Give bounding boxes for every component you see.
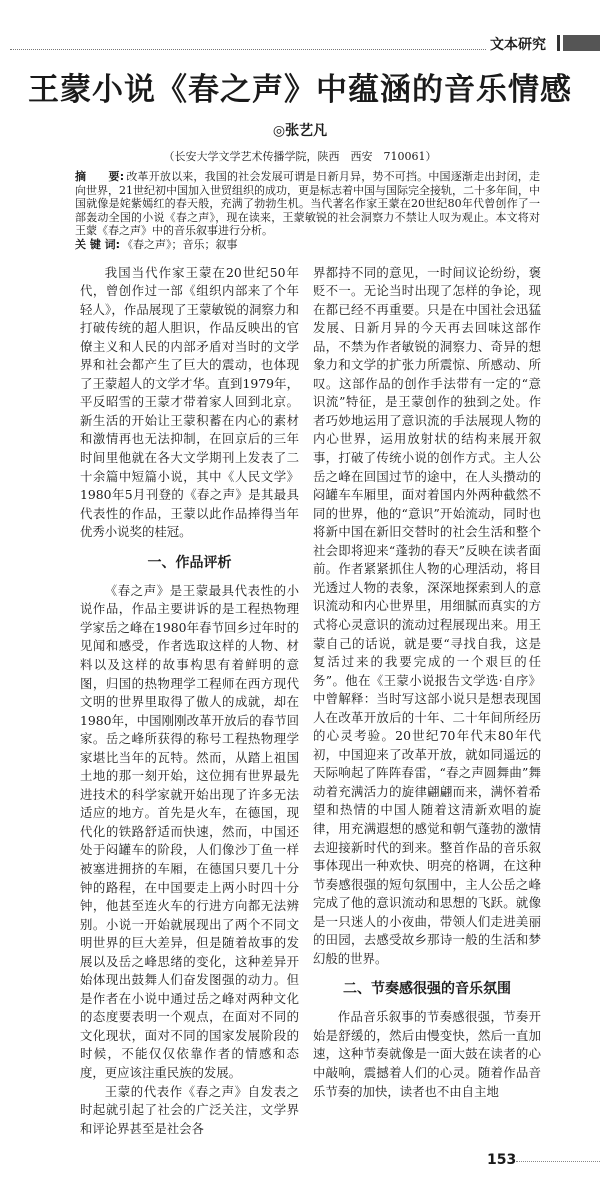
abstract	[75, 170, 540, 252]
abstract-text: 改革开放以来，我国的社会发展可谓是日新月异，势不可挡。中国逐渐走出封闭，走向世界，21世纪初中国加入世贸组织的成功，更是标志着中国与国际完全接轨，二十多年间，中国就像是姹紫嫣红的春天般，充满了勃勃生机。当代著名作家王蒙在20世纪80年代曾创作了一部轰动全国的小说《春之声》，现在读来，王蒙敏锐的社会洞察力不禁让人叹为观止。本文将对王蒙《春之声》中的音乐叙事进行分析。	[75, 170, 540, 238]
left-column	[80, 264, 299, 1139]
article-title: 王蒙小说《春之声》中蕴涵的音乐情感	[28, 72, 572, 108]
page-number: 153	[487, 1152, 517, 1169]
section-heading-1: 一、作品评析	[147, 554, 232, 571]
affiliation: （长安大学文学艺术传播学院，陕西 西安 710061）	[163, 150, 437, 163]
running-header	[0, 0, 600, 56]
author: ◎张艺凡	[272, 123, 328, 139]
header-rule	[10, 49, 486, 50]
section1-paragraph-2-start: 王蒙的代表作《春之声》自发表之时起就引起了社会的广泛关注，文学界和评论界甚至是社会各	[80, 1083, 299, 1136]
body-columns	[80, 264, 600, 1139]
abstract-label: 摘 要:	[75, 170, 125, 183]
keywords	[75, 238, 540, 252]
right-column	[313, 264, 541, 1102]
intro-paragraph: 我国当代作家王蒙在20世纪50年代，曾创作过一部《组织内部来了个年轻人》，作品展现了王蒙敏锐的洞察力和打破传统的超人胆识，作品反映出的官僚主义和人民的内部矛盾对当时的文学界和社会都产生了巨大的震动，也体现了王蒙超人的文学才华。直到1979年，平反昭雪的王蒙才带着家人回到北京。新生活的开始让王蒙积蓄在内心的素材和激情再也无法抑制，在回京后的三年时间里他就在各大文学期刊上发表了二十余篇中短篇小说，其中《人民文学》1980年5月刊登的《春之声》是其最具代表性的作品，王蒙以此作品捧得当年优秀小说奖的桂冠。	[80, 264, 299, 540]
section-label: 文本研究	[490, 37, 546, 53]
header-bar-decoration	[557, 35, 560, 51]
section1-paragraph: 《春之声》是王蒙最具代表性的小说作品，作品主要讲诉的是工程热物理学家岳之峰在1980年春节回乡过年时的见闻和感受，作者选取这样的人物、材料以及这样的故事构思有着鲜明的意图，归国的热物理学工程师在西方现代文明的世界里取得了傲人的成就，却在1980年，中国刚刚改革开放后的春节回家。岳之峰所获得的称号工程热物理学家堪比当年的瓦特。然而，从踏上祖国土地的那一刻开始，这位拥有世界最先进技术的科学家就开始出现了许多无法适应的地方。首先是火车，在德国，现代化的铁路舒适而快速，然而，中国还处于闷罐车的阶段，人们像沙丁鱼一样被塞进拥挤的车厢，在德国只要几十分钟的路程，在中国要走上两小时四十分钟，他甚至连火车的行进方向都无法辨别。小说一开始就展现出了两个不同文明世界的巨大差异，但是随着故事的发展以及岳之峰思绪的变化，这种差异开始体现出鼓舞人们奋发图强的动力。但是作者在小说中通过岳之峰对两种文化的态度要表明一个观点，在面对不同的文化现状，面对不同的国家发展阶段的时候，不能仅仅依靠作者的情感和态度，更应该注重民族的发展。	[80, 582, 299, 1080]
section1-paragraph-2-continued: 界都持不同的意见，一时间议论纷纷，褒贬不一。无论当时出现了怎样的争论，现在都已经不再重要。只是在中国社会迅猛发展、日新月异的今天再去回味这部作品，不禁为作者敏锐的洞察力、奇异的想象力和文学的扩张力所震惊、所感动、所叹。这部作品的创作手法带有一定的“意识流”特征，是王蒙创作的独到之处。作者巧妙地运用了意识流的手法展现人物的内心世界，运用放射状的结构来展开叙事，打破了传统小说的创作方式。主人公岳之峰在回国过节的途中，在人头攒动的闷罐车车厢里，面对着国内外两种截然不同的世界，他的“意识”开始流动，同时也将新中国在新旧交替时的社会生活和整个社会即将迎来“蓬勃的春天”反映在读者面前。作者紧紧抓住人物的心理活动，将目光透过人物的表象，深深地探索到人的意识流动和内心世界里，用细腻而真实的方式将心灵意识的流动过程展现出来。用王蒙自己的话说，就是要“寻找自我，这是复活过来的我要完成的一个艰巨的任务”。他在《王蒙小说报告文学选·自序》中曾解释：当时写这部小说只是想表现国人在改革开放后的十年、二十年间所经历的心灵考验。20世纪70年代末80年代初，中国迎来了改革开放，就如同遥远的天际响起了阵阵春雷，“春之声圆舞曲”舞动着充满活力的旋律翩翩而来，满怀着希望和热情的中国人随着这清新欢唱的旋律，用充满遐想的感觉和朝气蓬勃的激情去迎接新时代的到来。整首作品的音乐叙事体现出一种欢快、明亮的格调，在这种节奏感很强的短句氛围中，主人公岳之峰完成了他的意识流动和思想的飞跃。就像是一只迷人的小夜曲，带领人们走进美丽的田园，去感受故乡那诗一般的生活和梦幻般的世界。	[313, 264, 541, 966]
abstract-body	[75, 170, 540, 238]
page-footer	[0, 1148, 600, 1178]
header-block-decoration	[563, 35, 600, 51]
section-heading-2: 二、节奏感很强的音乐氛围	[343, 981, 511, 998]
keywords-text: 《春之声》；音乐；叙事	[122, 237, 238, 251]
section2-paragraph: 作品音乐叙事的节奏感很强，节奏开始是舒缓的，然后由慢变快，然后一直加速，这种节奏就像是一面大鼓在读者的心中敲响，震撼着人们的心灵。随着作品音乐节奏的加快，读者也不由自主地	[313, 1009, 541, 1099]
keywords-label: 关 键 词:	[75, 237, 121, 251]
footer-rule	[516, 1161, 600, 1162]
